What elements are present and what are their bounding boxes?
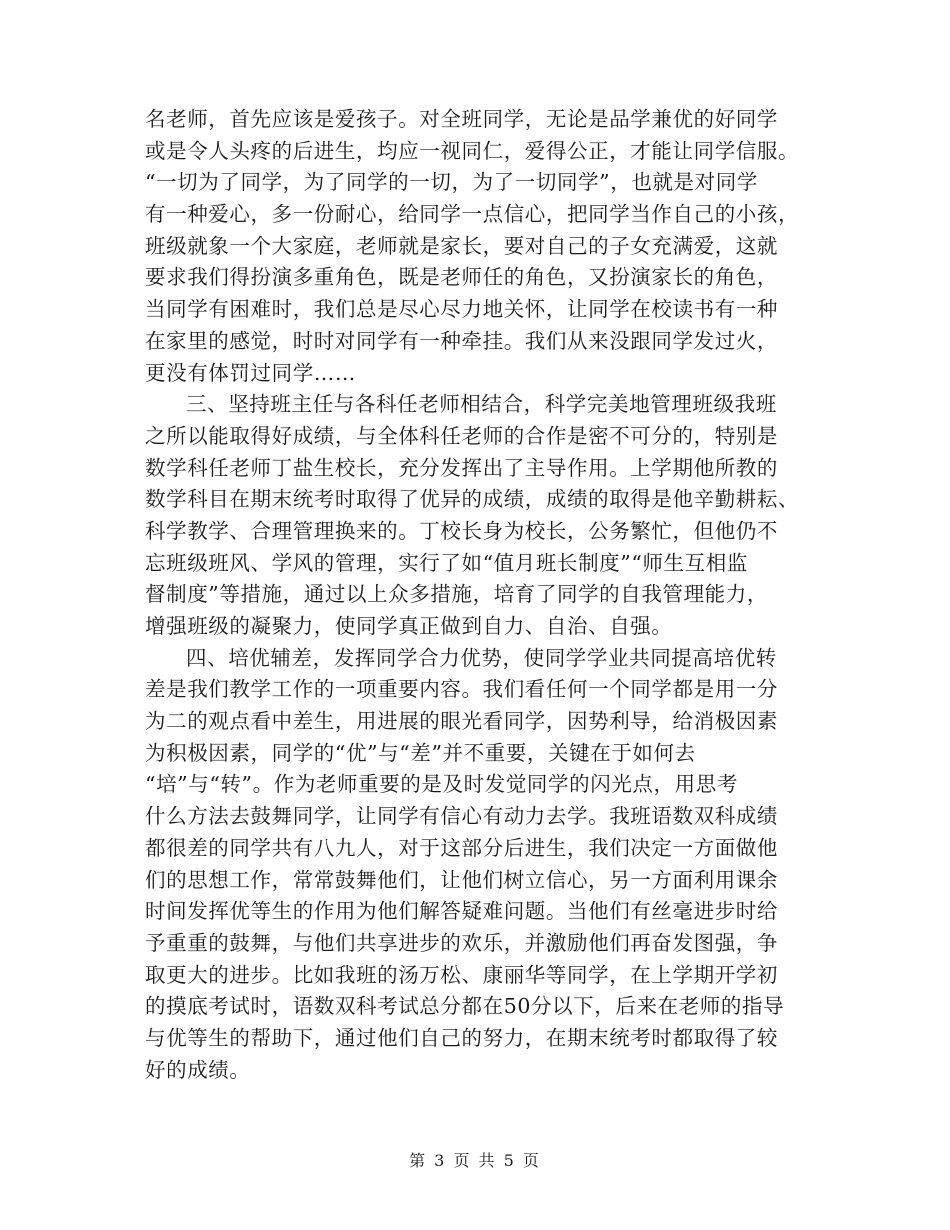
text-line: 数学科目在期末统考时取得了优异的成绩，成绩的取得是他辛勤耕耘、 [145,487,800,512]
text-line: 班级就象一个大家庭，老师就是家长，要对自己的子女充满爱，这就 [145,233,778,258]
text-line: 数学科任老师丁盐生校长，充分发挥出了主导作用。上学期他所教的 [145,455,778,480]
text-line: 要求我们得扮演多重角色，既是老师任的角色，又扮演家长的角色， [145,265,778,290]
text-line: “培”与“转”。作为老师重要的是及时发觉同学的闪光点，用思考 [145,772,738,797]
text-line: 名老师，首先应该是爱孩子。对全班同学，无论是品学兼优的好同学 [145,107,778,131]
text-line: 三、坚持班主任与各科任老师相结合，科学完美地管理班级我班 [186,392,777,417]
text-line: 都很差的同学共有八九人，对于这部分后进生，我们决定一方面做他 [145,835,778,860]
text-line: 督制度”等措施，通过以上众多措施，培育了同学的自我管理能力， [145,582,768,607]
text-line: 们的思想工作，常常鼓舞他们，让他们树立信心，另一方面利用课余 [145,867,778,892]
text-line: 的摸底考试时，语数双科考试总分都在50分以下，后来在老师的指导 [145,994,785,1019]
text-line: 差是我们教学工作的一项重要内容。我们看任何一个同学都是用一分 [145,677,778,702]
text-line: 更没有体罚过同学…… [145,360,356,385]
text-line: 为积极因素，同学的“优”与“差”并不重要，关键在于如何去 [145,740,696,765]
text-line: 取更大的进步。比如我班的汤万松、康丽华等同学，在上学期开学初 [145,962,778,987]
document-body [145,104,810,1086]
text-line: 或是令人头疼的后进生，均应一视同仁，爱得公正，才能让同学信服。 [145,138,800,163]
text-line: 有一种爱心，多一份耐心，给同学一点信心，把同学当作自己的小孩， [145,202,800,227]
text-line: “一切为了同学，为了同学的一切，为了一切同学”，也就是对同学 [145,170,758,195]
text-line: 增强班级的凝聚力，使同学真正做到自力、自治、自强。 [145,614,673,638]
text-line: 为二的观点看中差生，用进展的眼光看同学，因势利导，给消极因素 [145,709,778,734]
text-line: 好的成绩。 [145,1057,251,1082]
text-line: 在家里的感觉，时时对同学有一种牵挂。我们从来没跟同学发过火， [145,328,778,353]
text-line: 科学教学、合理管理换来的。丁校长身为校长，公务繁忙，但他仍不 [145,518,778,543]
text-line: 当同学有困难时，我们总是尽心尽力地关怀，让同学在校读书有一种 [145,297,778,322]
text-line: 忘班级班风、学风的管理，实行了如“值月班长制度”“师生互相监 [145,550,748,575]
page-number-footer: 第 3 页 共 5 页 [409,1151,541,1170]
text-line: 四、培优辅差，发挥同学合力优势，使同学学业共同提高培优转 [186,645,777,670]
text-line: 时间发挥优等生的作用为他们解答疑难问题。当他们有丝毫进步时给 [145,899,778,924]
text-line: 什么方法去鼓舞同学，让同学有信心有动力去学。我班语数双科成绩 [145,804,778,829]
text-line: 与优等生的帮助下，通过他们自己的努力，在期末统考时都取得了较 [145,1025,778,1050]
text-line: 之所以能取得好成绩，与全体科任老师的合作是密不可分的，特别是 [145,423,778,448]
text-line: 予重重的鼓舞，与他们共享进步的欢乐，并激励他们再奋发图强，争 [145,930,778,955]
